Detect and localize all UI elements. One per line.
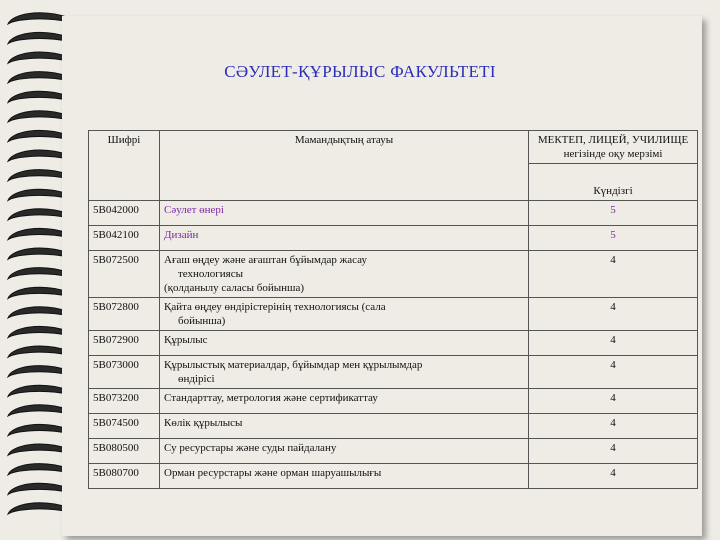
binding-ring: [8, 287, 70, 298]
header-name: Мамандықтың атауы: [160, 131, 529, 201]
binding-ring: [8, 405, 70, 416]
row-code: 5В080500: [89, 439, 160, 464]
row-years: 4: [529, 414, 698, 439]
table-row: [89, 439, 698, 464]
binding-ring: [8, 346, 70, 357]
binding-ring: [8, 91, 70, 102]
row-name: [160, 298, 529, 331]
table-row: [89, 226, 698, 251]
binding-ring: [8, 209, 70, 220]
row-name-line1: Қайта өңдеу өндірістерінің технологиясы (сала: [164, 301, 386, 313]
binding-ring: [8, 444, 70, 455]
header-term-sub: Күндізгі: [529, 164, 698, 201]
table-row: [89, 201, 698, 226]
header-code: Шифрі: [89, 131, 160, 201]
binding-ring: [8, 326, 70, 337]
binding-ring: [8, 248, 70, 259]
binding-ring: [8, 424, 70, 435]
row-years: 5: [529, 226, 698, 251]
row-name-line3: (қолданылу саласы бойынша): [164, 282, 305, 294]
row-name: Көлік құрылысы: [160, 414, 529, 439]
row-name: Су ресурстары және суды пайдалану: [160, 439, 529, 464]
row-years: 4: [529, 298, 698, 331]
binding-ring: [8, 268, 70, 279]
binding-ring: [8, 503, 70, 514]
row-years: 4: [529, 389, 698, 414]
table-row: [89, 414, 698, 439]
row-name: Құрылыс: [160, 331, 529, 356]
row-years: 4: [529, 331, 698, 356]
binding-ring: [8, 170, 70, 181]
binding-ring: [8, 228, 70, 239]
binding-ring: [8, 385, 70, 396]
row-name: [160, 251, 529, 298]
header-term: [529, 131, 698, 164]
row-name-line2: технологиясы: [178, 268, 244, 280]
row-code: 5В073000: [89, 356, 160, 389]
row-name: Сәулет өнері: [160, 201, 529, 226]
row-code: 5В080700: [89, 464, 160, 489]
row-code: 5В074500: [89, 414, 160, 439]
binding-ring: [8, 189, 70, 200]
row-name-line2: бойынша): [178, 315, 226, 327]
row-code: 5В042100: [89, 226, 160, 251]
row-years: 4: [529, 251, 698, 298]
header-term-line2: негізінде оқу мерзімі: [563, 148, 663, 160]
row-code: 5В072900: [89, 331, 160, 356]
table-row: [89, 356, 698, 389]
row-years: 4: [529, 356, 698, 389]
row-name: Дизайн: [160, 226, 529, 251]
row-years: 5: [529, 201, 698, 226]
binding-ring: [8, 483, 70, 494]
row-years: 4: [529, 464, 698, 489]
page-title: СӘУЛЕТ-ҚҰРЫЛЫС ФАКУЛЬТЕТІ: [224, 62, 496, 81]
row-code: 5В072500: [89, 251, 160, 298]
row-years: 4: [529, 439, 698, 464]
table-row: [89, 251, 698, 298]
row-name-line1: Құрылыстық материалдар, бұйымдар мен құрылымдар: [164, 359, 423, 371]
row-code: 5В042000: [89, 201, 160, 226]
binding-ring: [8, 130, 70, 141]
row-name: Орман ресурстары және орман шаруашылығы: [160, 464, 529, 489]
binding-ring: [8, 13, 70, 24]
binding-ring: [8, 111, 70, 122]
table-row: [89, 331, 698, 356]
header-term-line1: МЕКТЕП, ЛИЦЕЙ, УЧИЛИЩЕ: [537, 134, 689, 146]
row-name-line2: өндірісі: [178, 373, 215, 385]
binding-ring: [8, 32, 70, 43]
binding-ring: [8, 366, 70, 377]
binding-ring: [8, 464, 70, 475]
row-name-line1: Ағаш өңдеу және ағаштан бұйымдар жасау: [164, 254, 367, 266]
row-code: 5В073200: [89, 389, 160, 414]
binding-ring: [8, 307, 70, 318]
table-row: [89, 389, 698, 414]
table-row: [89, 298, 698, 331]
row-name: Стандарттау, метрология және сертификаттау: [160, 389, 529, 414]
row-code: 5В072800: [89, 298, 160, 331]
specialties-table: [88, 130, 698, 489]
table-row: [89, 464, 698, 489]
table-header-row: [89, 131, 698, 164]
row-name: [160, 356, 529, 389]
binding-ring: [8, 150, 70, 161]
